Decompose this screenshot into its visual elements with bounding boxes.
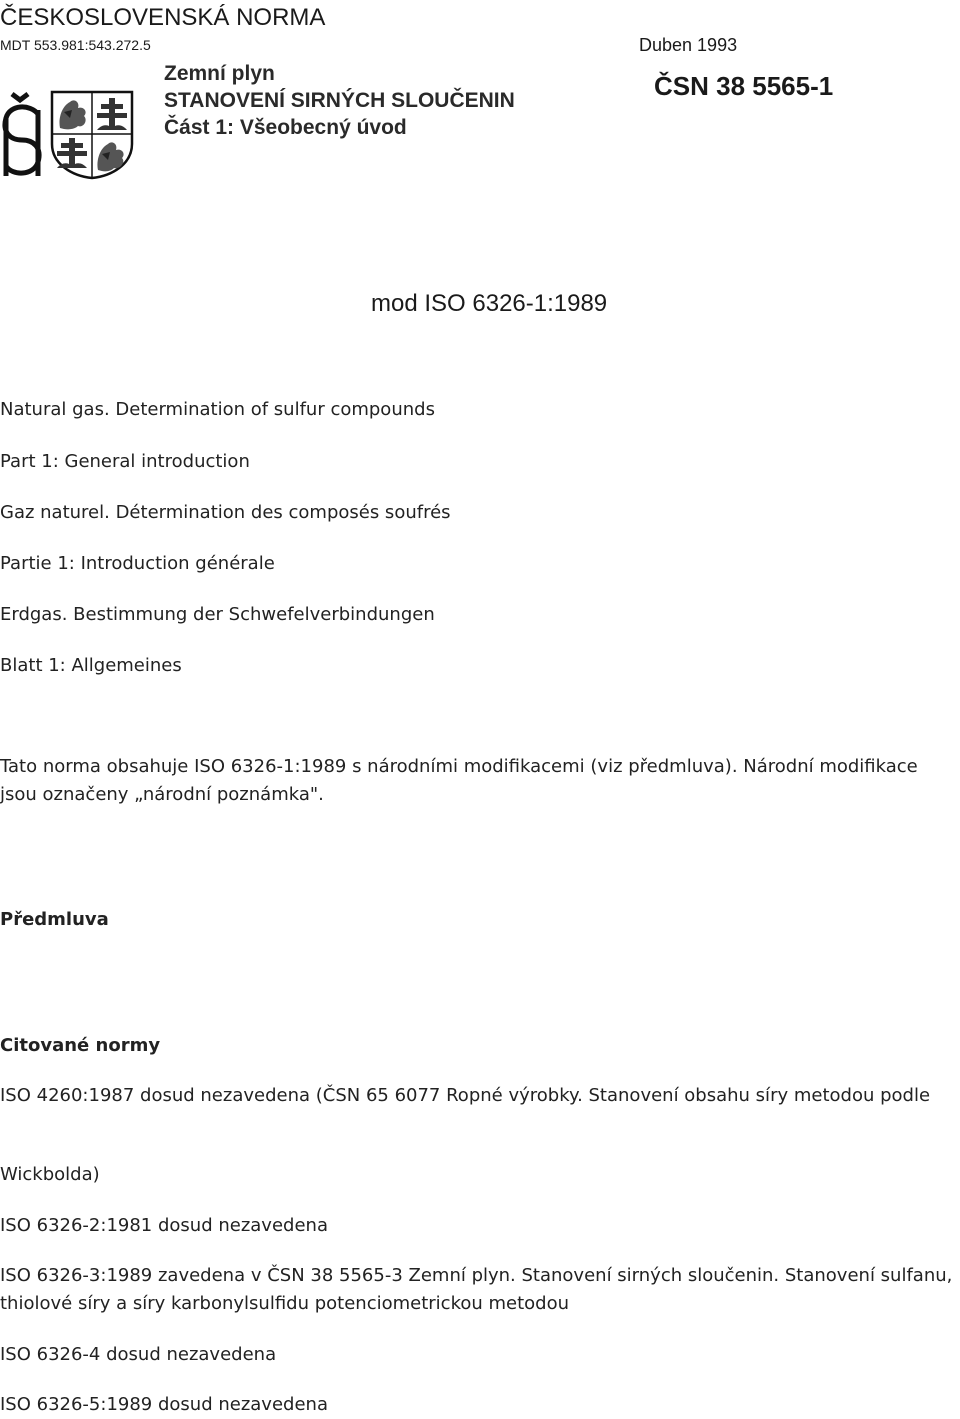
french-title: Gaz naturel. Détermination des composés soufrés <box>0 502 451 523</box>
cited-standards-heading: Citované normy <box>0 1035 161 1056</box>
title-line-1: Zemní plyn <box>164 62 275 85</box>
mdt-classification: MDT 553.981:543.272.5 <box>0 37 151 53</box>
country-norm-heading: ČESKOSLOVENSKÁ NORMA <box>0 4 326 31</box>
intro-paragraph: Tato norma obsahuje ISO 6326-1:1989 s národními modifikacemi (viz předmluva). Národní modifikace jsou označeny „národní poznámka". <box>0 756 918 805</box>
german-part: Blatt 1: Allgemeines <box>0 655 182 676</box>
standard-number: ČSN 38 5565-1 <box>654 71 834 101</box>
english-title: Natural gas. Determination of sulfur compounds <box>0 399 435 420</box>
title-line-2: STANOVENÍ SIRNÝCH SLOUČENIN <box>164 89 515 112</box>
english-part: Part 1: General introduction <box>0 451 250 472</box>
csn-coat-of-arms-logo <box>0 88 134 180</box>
reference-iso-6326-2: ISO 6326-2:1981 dosud nezavedena <box>0 1215 328 1236</box>
reference-iso-4260: ISO 4260:1987 dosud nezavedena (ČSN 65 6077 Ropné výrobky. Stanovení obsahu síry metodou podle <box>0 1085 931 1106</box>
preface-heading: Předmluva <box>0 909 109 930</box>
german-title: Erdgas. Bestimmung der Schwefelverbindungen <box>0 604 435 625</box>
iso-modification: mod ISO 6326-1:1989 <box>371 290 608 317</box>
reference-iso-6326-4: ISO 6326-4 dosud nezavedena <box>0 1344 277 1365</box>
french-part: Partie 1: Introduction générale <box>0 553 275 574</box>
reference-iso-4260-continuation: Wickbolda) <box>0 1164 100 1185</box>
csn-mark-icon <box>5 94 39 176</box>
reference-iso-6326-3: ISO 6326-3:1989 zavedena v ČSN 38 5565-3 Zemní plyn. Stanovení sirných sloučenin. Stanovení sulfanu, thiolové síry a síry karbonylsulfidu potenciometrickou metodou <box>0 1265 953 1314</box>
reference-iso-6326-5: ISO 6326-5:1989 dosud nezavedena <box>0 1394 328 1415</box>
publication-date: Duben 1993 <box>639 35 738 55</box>
coat-of-arms-icon <box>52 92 132 178</box>
title-line-3: Část 1: Všeobecný úvod <box>164 116 407 139</box>
